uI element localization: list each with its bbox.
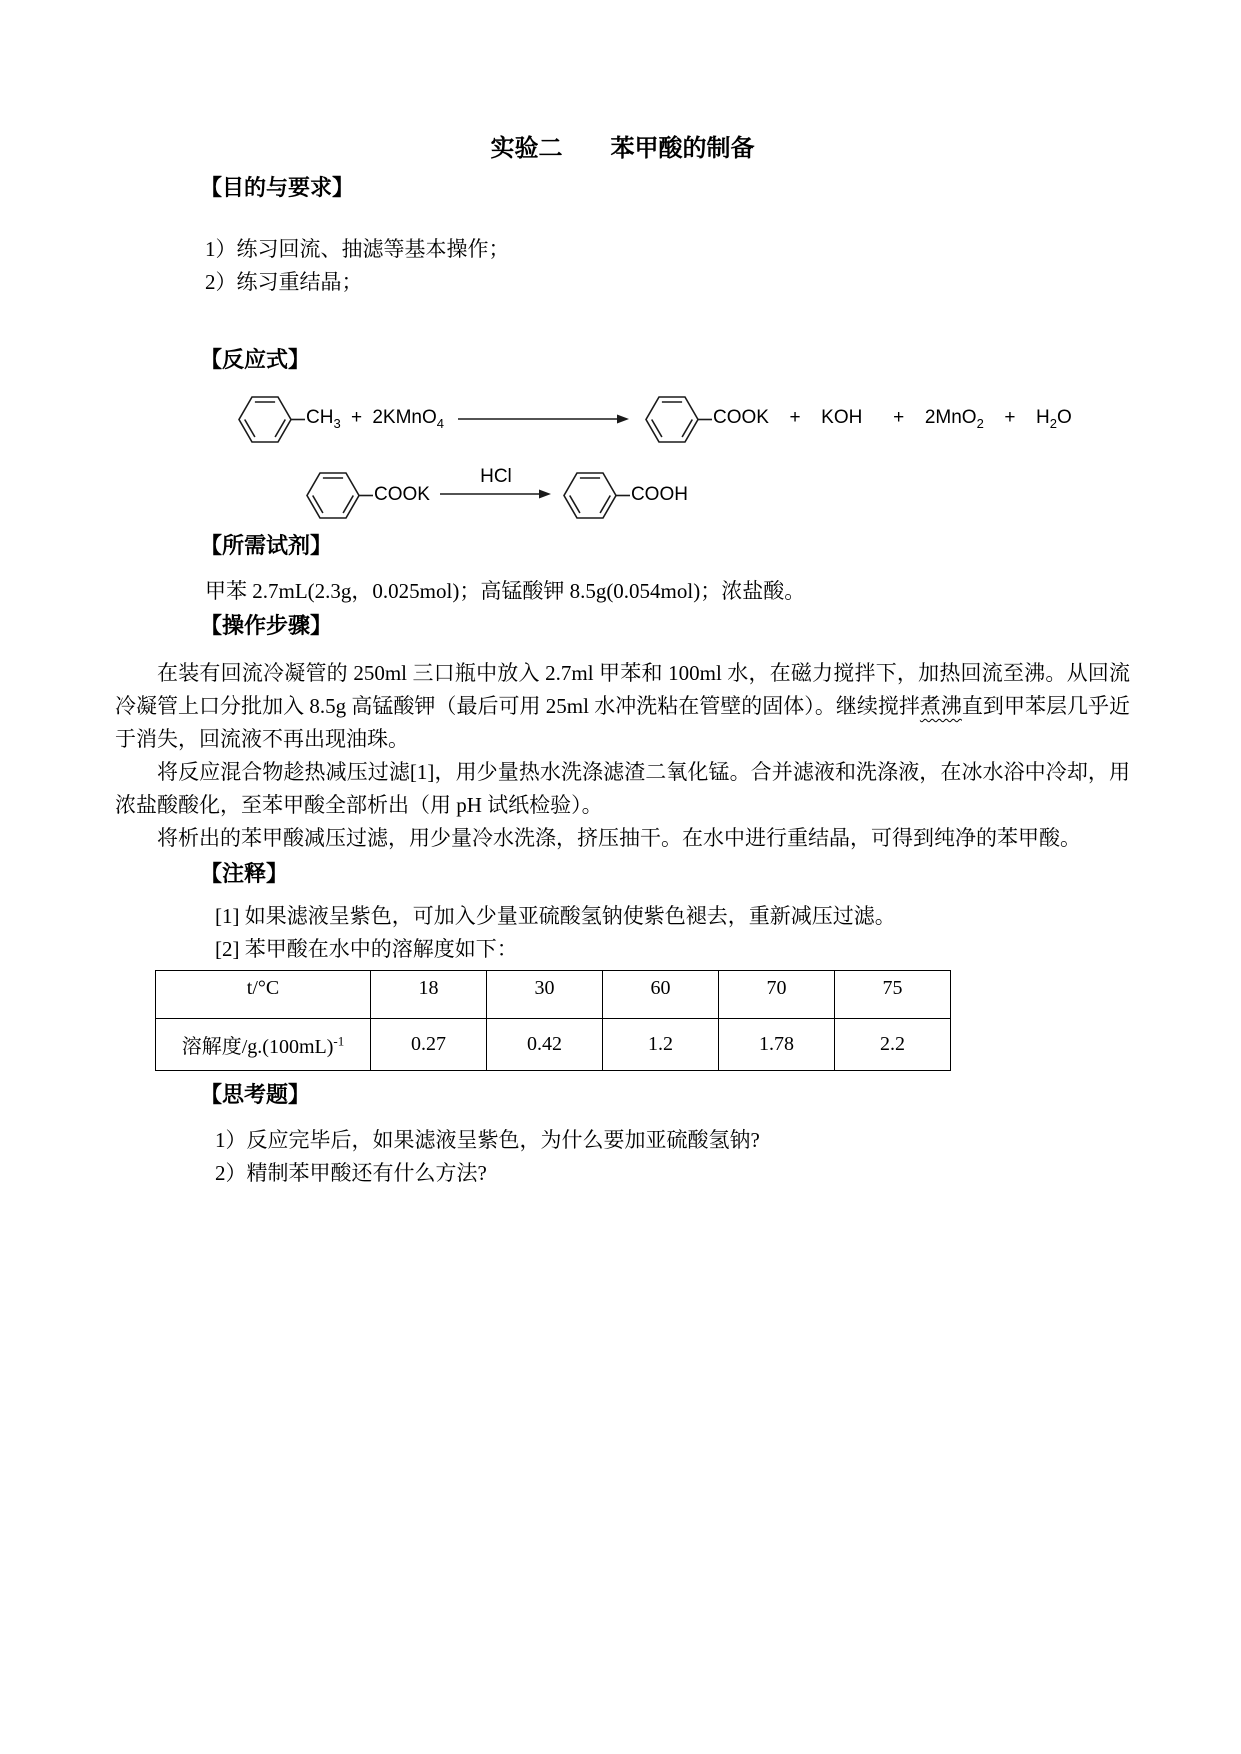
products-formula: COOK + KOH + $2MnO_2 + H_2O$ — [713, 407, 1072, 431]
table-row-solubility — [156, 1019, 951, 1071]
reaction-equation-2 — [305, 465, 1130, 525]
question-2: 2）精制苯甲酸还有什么方法? — [215, 1161, 487, 1185]
underlined-word: 煮沸 — [919, 694, 962, 718]
reaction-equation-1 — [237, 389, 1130, 449]
table-row-temperature — [156, 971, 951, 1019]
reactants-formula: $CH_3$ + 2KMnO$_4$ — [306, 407, 444, 431]
purpose-item-1: 1）练习回流、抽滤等基本操作； — [205, 237, 510, 261]
temp-value-cell: 30 — [487, 971, 603, 1019]
temp-value-cell: 75 — [835, 971, 951, 1019]
temp-value-cell: 70 — [719, 971, 835, 1019]
benzene-ring-icon — [644, 393, 713, 446]
section-header-notes: 【注释】 — [200, 861, 289, 886]
section-header-purpose: 【目的与要求】 — [200, 175, 355, 200]
note-2: [2] 苯甲酸在水中的溶解度如下： — [215, 937, 518, 961]
solubility-value-cell: 1.78 — [719, 1019, 835, 1071]
section-header-reagents: 【所需试剂】 — [200, 533, 333, 558]
note-1: [1] 如果滤液呈紫色，可加入少量亚硫酸氢钠使紫色褪去，重新减压过滤。 — [215, 904, 896, 928]
solubility-value-cell: 2.2 — [835, 1019, 951, 1071]
reagents-line: 甲苯 2.7mL(2.3g，0.025mol)；高锰酸钾 8.5g(0.054mol)；浓盐酸。 — [205, 579, 806, 603]
reactant-formula: COOK — [374, 484, 430, 505]
temp-value-cell: 18 — [371, 971, 487, 1019]
solubility-table — [155, 970, 951, 1071]
solubility-value-cell: 1.2 — [603, 1019, 719, 1071]
reaction-arrow-icon — [440, 488, 552, 500]
benzene-ring-icon — [305, 469, 374, 522]
procedure-paragraph-1: 在装有回流冷凝管的 250ml 三口瓶中放入 2.7ml 甲苯和 100ml 水，在磁力搅拌下，加热回流至沸。从回流冷凝管上口分批加入 8.5g 高锰酸钾（最后可用 25ml 水冲洗粘在管壁的固体）。继续搅拌煮沸直到甲苯层几乎近于消失，回流液不再出现油珠。 — [115, 661, 1131, 751]
temp-label-cell: t/°C — [156, 971, 371, 1019]
product-formula: COOH — [630, 484, 688, 505]
solubility-label-cell: 溶解度$/g.(100mL)^{-1}$ — [156, 1019, 371, 1071]
procedure-paragraph-2: 将反应混合物趁热减压过滤[1]，用少量热水洗涤滤渣二氧化锰。合并滤液和洗涤液，在冰水浴中冷却，用浓盐酸酸化，至苯甲酸全部析出（用 pH 试纸检验）。 — [115, 760, 1130, 817]
section-header-procedure: 【操作步骤】 — [200, 613, 333, 638]
question-1: 1）反应完毕后，如果滤液呈紫色，为什么要加亚硫酸氢钠? — [215, 1128, 760, 1152]
solubility-value-cell: 0.42 — [487, 1019, 603, 1071]
labeled-arrow — [440, 466, 552, 524]
procedure-paragraph-3: 将析出的苯甲酸减压过滤，用少量冷水洗涤，挤压抽干。在水中进行重结晶，可得到纯净的苯甲酸。 — [157, 826, 1081, 850]
benzene-ring-icon — [562, 469, 631, 522]
solubility-value-cell: 0.27 — [371, 1019, 487, 1071]
benzene-ring-icon — [237, 393, 306, 446]
arrow-condition-label: HCl — [480, 466, 512, 487]
page-title: 实验二 苯甲酸的制备 — [490, 135, 755, 162]
purpose-item-2: 2）练习重结晶； — [205, 270, 363, 294]
reaction-arrow-icon — [458, 413, 630, 425]
section-header-questions: 【思考题】 — [200, 1082, 311, 1107]
section-header-reaction: 【反应式】 — [200, 347, 311, 372]
temp-value-cell: 60 — [603, 971, 719, 1019]
